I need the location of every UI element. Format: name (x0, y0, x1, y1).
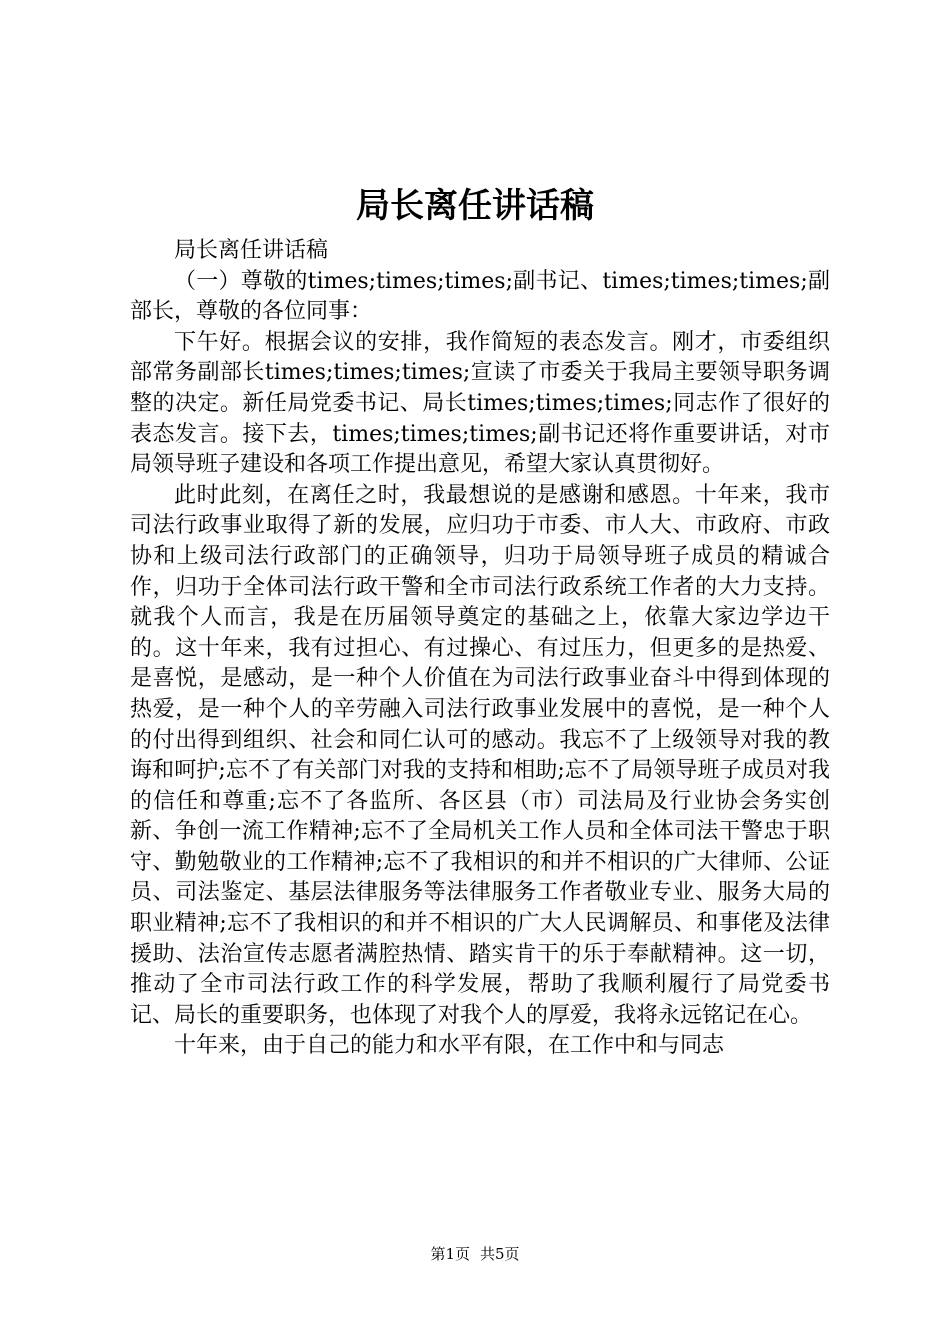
page-total: 共5页 (480, 1245, 520, 1263)
salutation-paragraph: （一）尊敬的times;times;times;副书记、times;times;times;副部长，尊敬的各位同事： (130, 268, 830, 325)
document-title: 局长离任讲话稿 (356, 186, 594, 226)
body-paragraph: 下午好。根据会议的安排，我作简短的表态发言。刚才，市委组织部常务副部长times;times;times;宣读了市委关于我局主要领导职务调整的决定。新任局党委书记、局长times;times;times;同志作了很好的表态发言。接下去，times;times;times;副书记还将作重要讲话，对市局领导班子建设和各项工作提出意见，希望大家认真贯彻好。 (130, 329, 830, 478)
page-number: 第1页 (430, 1245, 470, 1263)
body-paragraph: 此时此刻，在离任之时，我最想说的是感谢和感恩。十年来，我市司法行政事业取得了新的发展，应归功于市委、市人大、市政府、市政协和上级司法行政部门的正确领导，归功于局领导班子成员的精诚合作，归功于全体司法行政干警和全市司法行政系统工作者的大力支持。就我个人而言，我是在历届领导奠定的基础之上，依靠大家边学边干的。这十年来，我有过担心、有过操心、有过压力，但更多的是热爱、是喜悦，是感动，是一种个人价值在为司法行政事业奋斗中得到体现的热爱，是一种个人的辛劳融入司法行政事业发展中的喜悦，是一种个人的付出得到组织、社会和同仁认可的感动。我忘不了上级领导对我的教诲和呵护;忘不了有关部门对我的支持和相助;忘不了局领导班子成员对我的信任和尊重;忘不了各监所、各区县（市）司法局及行业协会务实创新、争创一流工作精神;忘不了全局机关工作人员和全体司法干警忠于职守、勤勉敬业的工作精神;忘不了我相识的和并不相识的广大律师、公证员、司法鉴定、基层法律服务等法律服务工作者敬业专业、服务大局的职业精神;忘不了我相识的和并不相识的广大人民调解员、和事佬及法律援助、法治宣传志愿者满腔热情、踏实肯干的乐于奉献精神。这一切，推动了全市司法行政工作的科学发展，帮助了我顺利履行了局党委书记、局长的重要职务，也体现了对我个人的厚爱，我将永远铭记在心。 (130, 482, 830, 1028)
body-paragraph: 十年来，由于自己的能力和水平有限，在工作中和与同志 (174, 1033, 725, 1059)
document-subtitle: 局长离任讲话稿 (174, 238, 329, 263)
document-body (130, 236, 830, 1062)
page-footer (0, 1244, 950, 1264)
